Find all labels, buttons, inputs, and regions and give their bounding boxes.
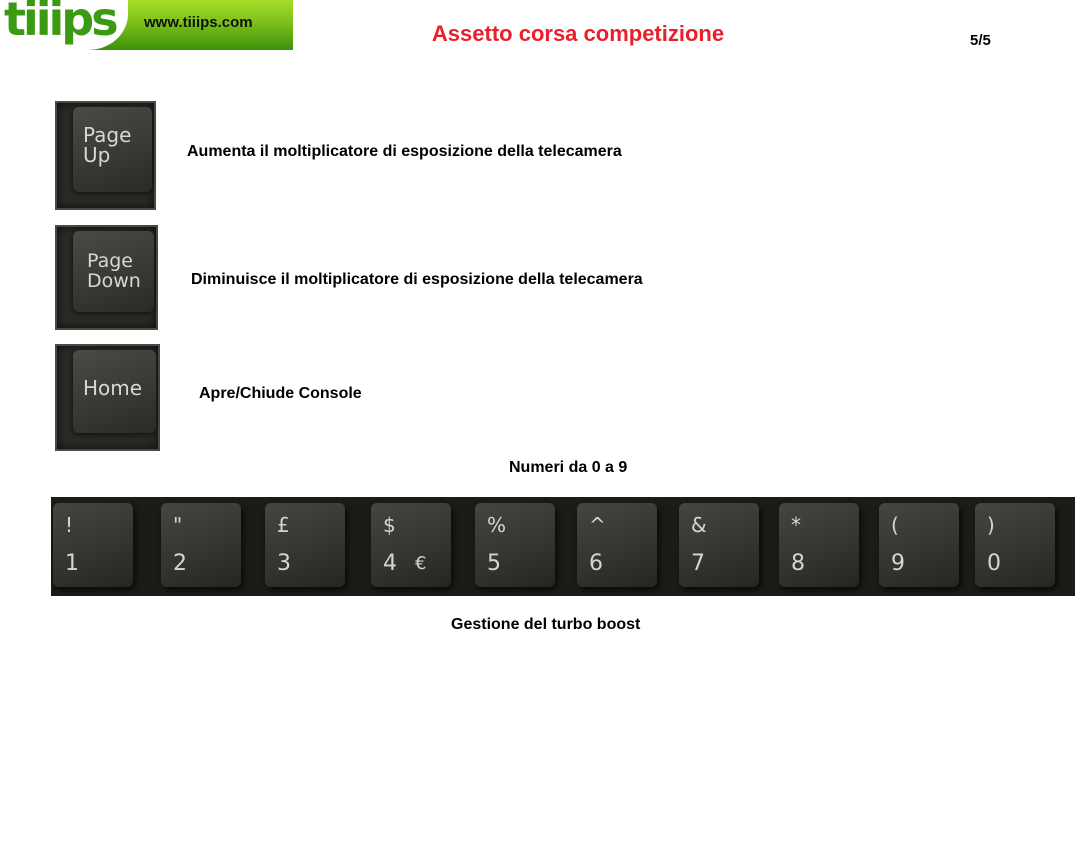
number-key-4-symbol: $ [383,513,396,537]
number-key-3 [265,503,345,587]
home-key-image [55,344,160,451]
home-description: Apre/Chiude Console [199,385,362,402]
number-key-3-symbol: £ [277,513,290,537]
page-down-key-image [55,225,158,330]
number-key-0 [975,503,1055,587]
number-key-2-digit: 2 [173,551,187,576]
logo-text: tiiips [4,0,116,46]
number-key-2 [161,503,241,587]
page-down-description: Diminuisce il moltiplicatore di esposizione della telecamera [191,271,643,288]
logo-url: www.tiiips.com [144,14,253,31]
number-key-6-symbol: ^ [589,513,606,537]
page-up-key-image [55,101,156,210]
number-key-1-symbol: ! [65,513,74,537]
number-key-1 [53,503,133,587]
number-key-3-digit: 3 [277,551,291,576]
number-key-7-digit: 7 [691,551,705,576]
home-key-label: Home [83,376,143,400]
number-key-8-symbol: * [791,513,801,537]
number-key-9-symbol: ( [891,513,899,537]
number-key-8 [779,503,859,587]
page-up-key-label: Page Up [83,123,132,167]
number-key-5-digit: 5 [487,551,501,576]
number-key-6 [577,503,657,587]
number-key-4-digit: 4 [383,551,397,576]
number-keys-image [51,497,1075,596]
numbers-heading: Numeri da 0 a 9 [509,459,628,476]
number-key-0-digit: 0 [987,551,1001,576]
page-counter: 5/5 [970,32,991,49]
number-key-7 [679,503,759,587]
number-key-0-symbol: ) [987,513,995,537]
number-key-4-euro: € [415,553,427,574]
number-key-1-digit: 1 [65,551,79,576]
number-key-2-symbol: " [173,513,183,537]
number-key-6-digit: 6 [589,551,603,576]
page-down-key-label: Page Down [87,250,141,292]
number-key-9 [879,503,959,587]
number-key-8-digit: 8 [791,551,805,576]
page-title: Assetto corsa competizione [431,21,725,46]
number-key-4 [371,503,451,587]
number-key-7-symbol: & [691,513,707,537]
number-key-5-symbol: % [487,513,507,537]
number-key-9-digit: 9 [891,551,905,576]
number-key-5 [475,503,555,587]
page-up-description: Aumenta il moltiplicatore di esposizione della telecamera [187,143,622,160]
turbo-boost-caption: Gestione del turbo boost [451,616,641,633]
